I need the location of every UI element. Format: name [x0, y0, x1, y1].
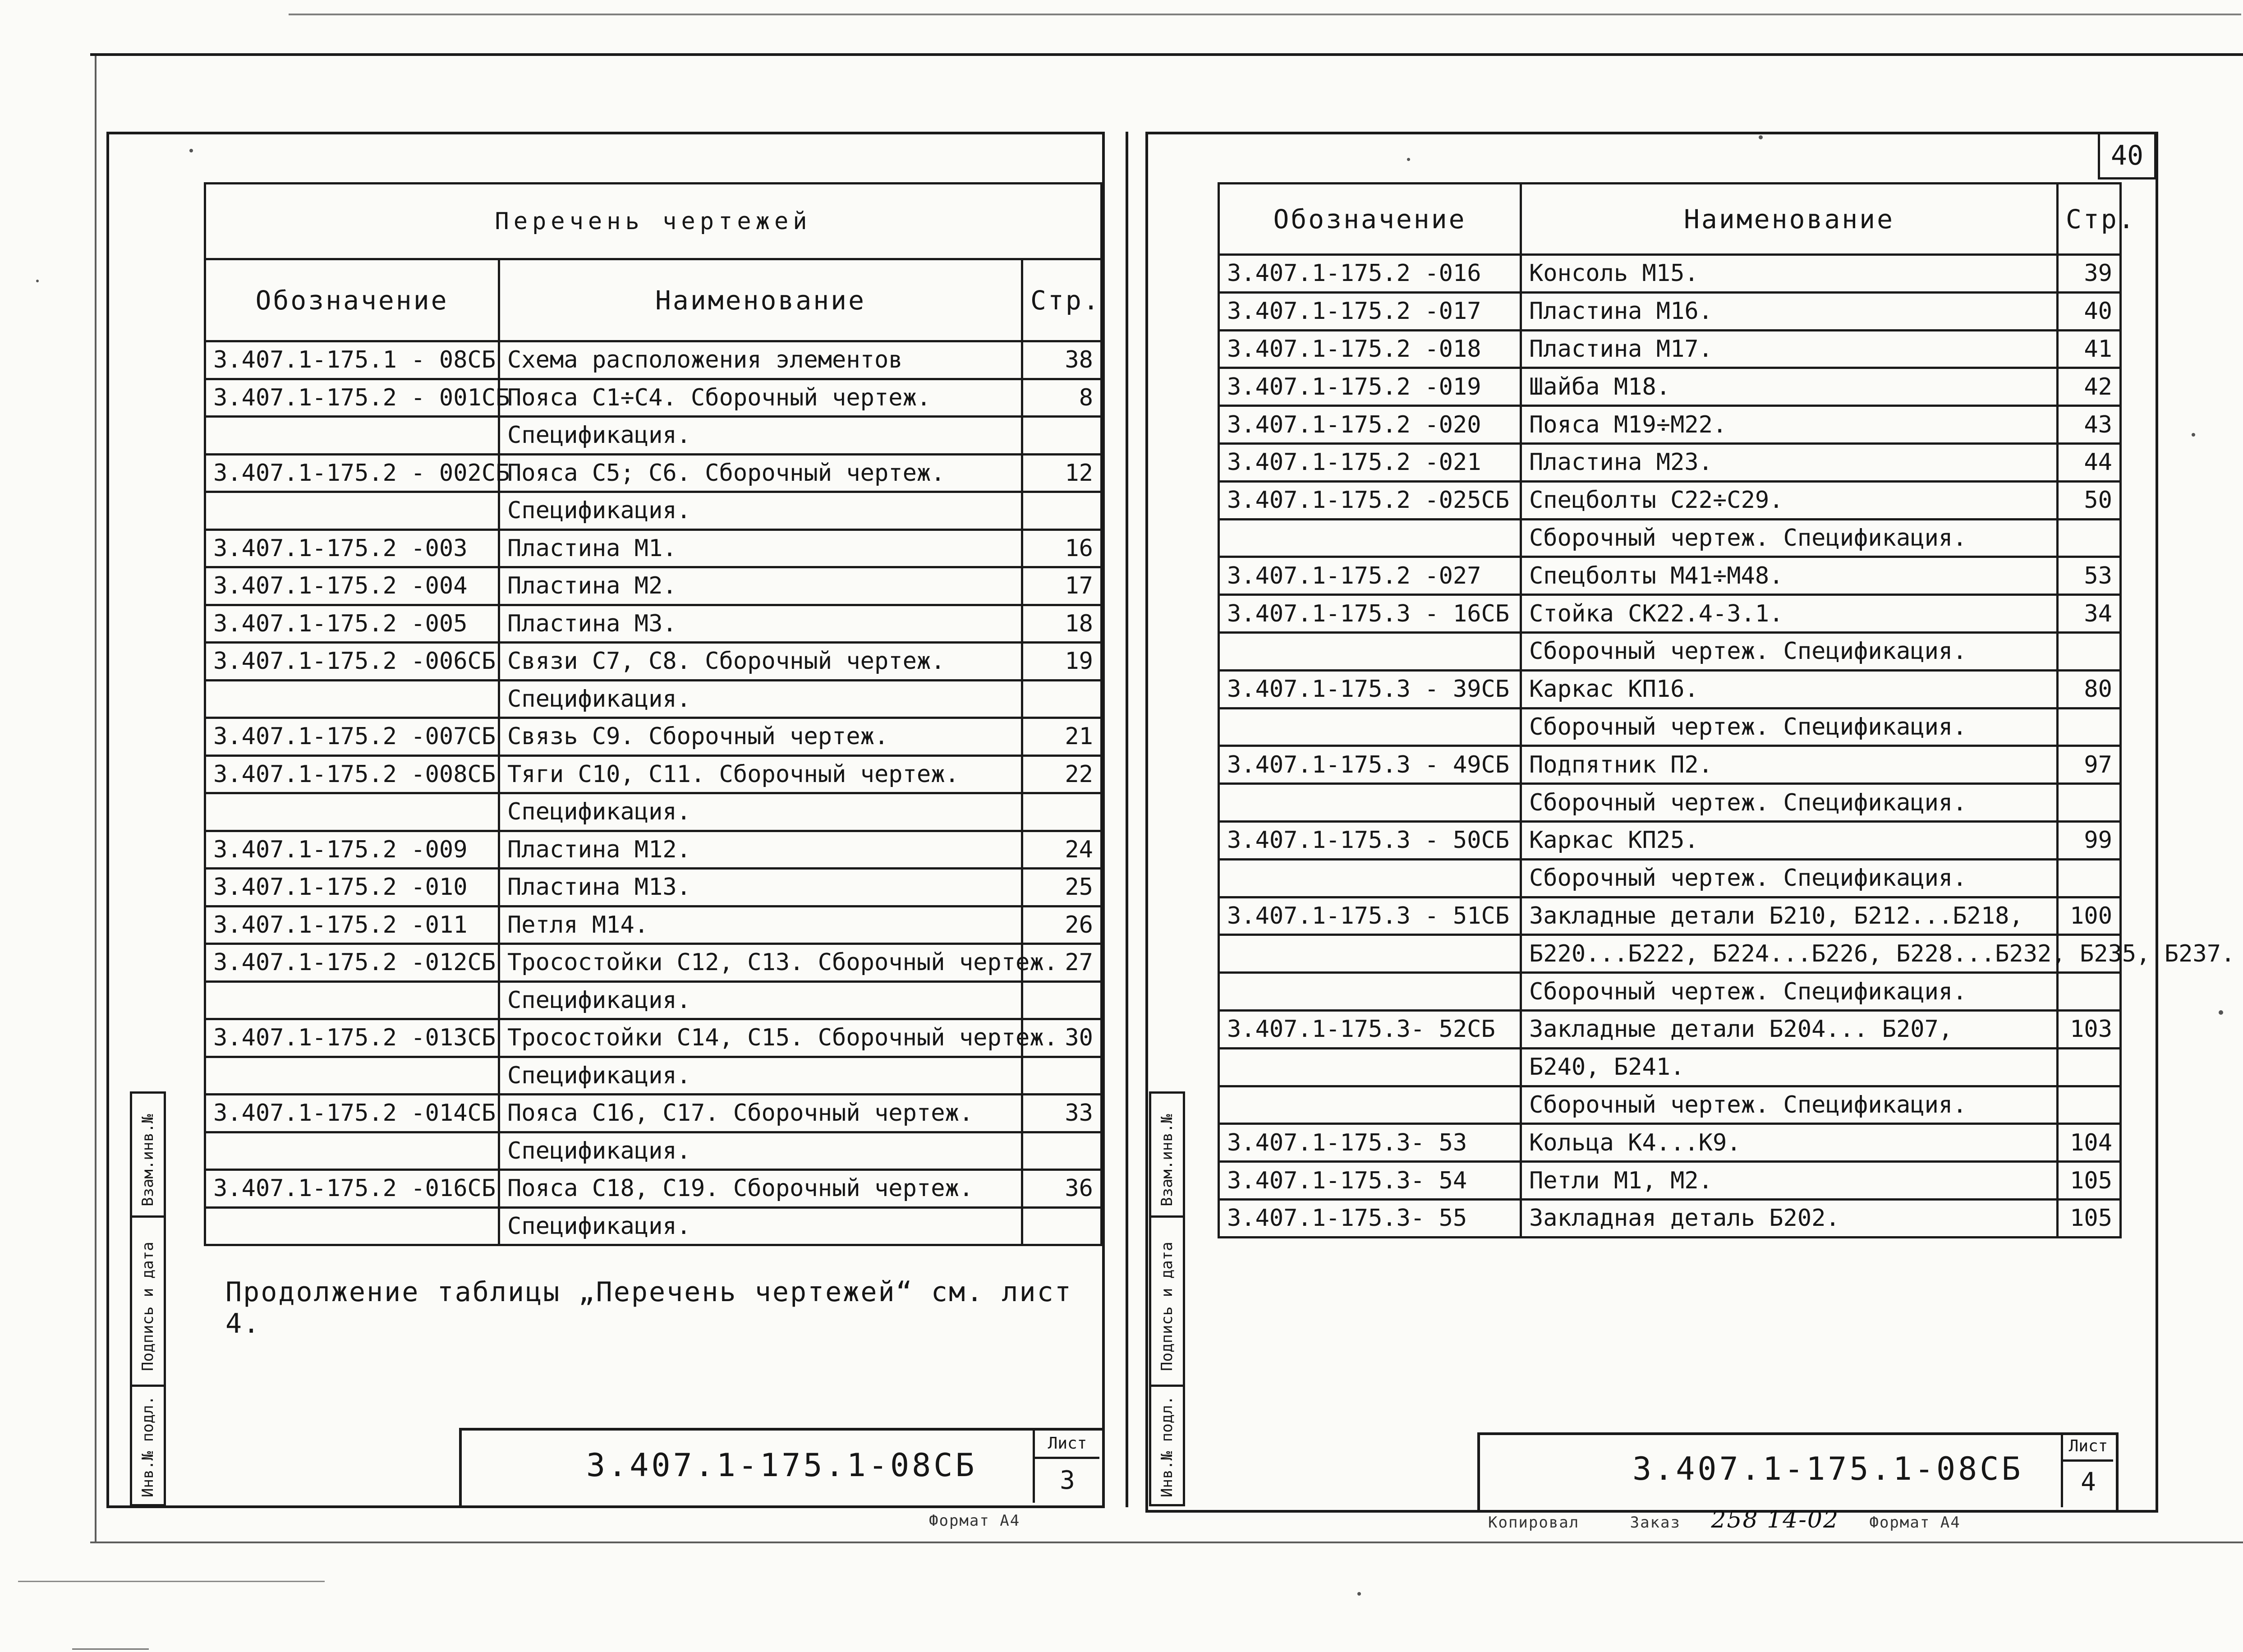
- cell-designation: 3.407.1-175.3 - 50СБ: [1219, 821, 1521, 859]
- right-side-strip: [1149, 1091, 1185, 1506]
- cell-designation: 3.407.1-175.2 -011: [205, 906, 499, 944]
- footer-copied: Копировал: [1488, 1514, 1580, 1532]
- cell-name: Спецификация.: [499, 492, 1022, 530]
- strip-label-inv-orig-r: Инв.№ подл.: [1158, 1395, 1176, 1497]
- cell-page: [2058, 519, 2121, 557]
- table-row: [205, 417, 1102, 455]
- title-block-left-divider: [1033, 1428, 1035, 1503]
- cell-designation: 3.407.1-175.2 -012СБ: [205, 944, 499, 982]
- cell-name: Пластина М3.: [499, 605, 1022, 643]
- cell-page: 33: [1022, 1095, 1102, 1132]
- table-row: [1219, 973, 2121, 1011]
- table-row: [1219, 1124, 2121, 1162]
- cell-page: 50: [2058, 481, 2121, 519]
- sheet-label-right: Лист: [2068, 1437, 2108, 1455]
- table-row: [205, 379, 1102, 417]
- left-margin-line: [95, 53, 97, 1542]
- cell-page: [2058, 1048, 2121, 1086]
- sheet-number-right: 4: [2081, 1468, 2096, 1497]
- cell-page: [2058, 632, 2121, 670]
- sheet-number-left: 3: [1060, 1466, 1075, 1495]
- cell-designation: 3.407.1-175.2 -005: [205, 605, 499, 643]
- scan-speck: [1759, 135, 1763, 139]
- table-row: [1219, 292, 2121, 330]
- cell-name: Сборочный чертеж. Спецификация.: [1521, 784, 2058, 822]
- cell-page: 36: [1022, 1170, 1102, 1208]
- cell-designation: 3.407.1-175.3- 53: [1219, 1124, 1521, 1162]
- cell-name: Пояса С16, С17. Сборочный чертеж.: [499, 1095, 1022, 1132]
- cell-page: [1022, 981, 1102, 1019]
- table-row: [205, 680, 1102, 718]
- scan-speck: [2219, 1010, 2223, 1015]
- cell-page: [1022, 417, 1102, 455]
- cell-designation: [1219, 632, 1521, 670]
- cell-page: 41: [2058, 330, 2121, 368]
- cell-designation: 3.407.1-175.3- 52СБ: [1219, 1010, 1521, 1048]
- table-row: [205, 831, 1102, 869]
- cell-page: [1022, 1207, 1102, 1245]
- cell-designation: 3.407.1-175.2 -027: [1219, 557, 1521, 595]
- cell-page: 34: [2058, 595, 2121, 633]
- cell-designation: 3.407.1-175.2 -016СБ: [205, 1170, 499, 1208]
- table-row: [205, 1057, 1102, 1095]
- cell-designation: 3.407.1-175.2 -025СБ: [1219, 481, 1521, 519]
- cell-name: Пояса С18, С19. Сборочный чертеж.: [499, 1170, 1022, 1208]
- cell-name: Спецболты С22÷С29.: [1521, 481, 2058, 519]
- table-row: [1219, 330, 2121, 368]
- cell-name: Пластина М17.: [1521, 330, 2058, 368]
- table-row: [1219, 255, 2121, 293]
- cell-name: Тяги С10, С11. Сборочный чертеж.: [499, 755, 1022, 793]
- footer-left-format: Формат А4: [929, 1512, 1020, 1530]
- table-row: [205, 1095, 1102, 1132]
- drawings-list-table-left: [204, 182, 1103, 1246]
- table-row: [1219, 670, 2121, 708]
- cell-name: Спецификация.: [499, 793, 1022, 831]
- cell-designation: 3.407.1-175.2 -004: [205, 567, 499, 605]
- cell-name: Спецификация.: [499, 1207, 1022, 1245]
- cell-designation: [205, 981, 499, 1019]
- cell-name: Сборочный чертеж. Спецификация.: [1521, 519, 2058, 557]
- cell-page: 42: [2058, 368, 2121, 406]
- cell-designation: [205, 1132, 499, 1170]
- sheet-label-left: Лист: [1048, 1434, 1087, 1453]
- table-row: [205, 454, 1102, 492]
- cell-designation: [1219, 1048, 1521, 1086]
- cell-page: [1022, 680, 1102, 718]
- cell-page: 103: [2058, 1010, 2121, 1048]
- table-row: [1219, 557, 2121, 595]
- table-row: [1219, 1199, 2121, 1237]
- cell-page: 22: [1022, 755, 1102, 793]
- cell-designation: [1219, 859, 1521, 897]
- cell-name: Каркас КП16.: [1521, 670, 2058, 708]
- table-row: [205, 793, 1102, 831]
- page-number: 40: [2098, 132, 2156, 179]
- table-row: [205, 1170, 1102, 1208]
- cell-designation: 3.407.1-175.3- 55: [1219, 1199, 1521, 1237]
- cell-designation: 3.407.1-175.2 -003: [205, 529, 499, 567]
- table-row: [205, 906, 1102, 944]
- cell-designation: 3.407.1-175.2 -019: [1219, 368, 1521, 406]
- cell-name: Б220...Б222, Б224...Б226, Б228...Б232, Б235, Б237.: [1521, 935, 2058, 973]
- footer-right: [1488, 1506, 1961, 1533]
- cell-designation: 3.407.1-175.2 -014СБ: [205, 1095, 499, 1132]
- cell-name: Спецификация.: [499, 1132, 1022, 1170]
- cell-name: Пластина М1.: [499, 529, 1022, 567]
- table-row: [205, 341, 1102, 379]
- cell-designation: [1219, 1086, 1521, 1124]
- cell-designation: 3.407.1-175.3 - 51СБ: [1219, 897, 1521, 935]
- table-row: [1219, 443, 2121, 481]
- cell-page: 97: [2058, 746, 2121, 784]
- cell-page: 8: [1022, 379, 1102, 417]
- table-row: [205, 869, 1102, 907]
- cell-designation: 3.407.1-175.3- 54: [1219, 1162, 1521, 1200]
- cell-page: 21: [1022, 718, 1102, 756]
- cell-name: Петля М14.: [499, 906, 1022, 944]
- cell-name: Закладная деталь Б202.: [1521, 1199, 2058, 1237]
- cell-designation: 3.407.1-175.2 - 002СБ: [205, 454, 499, 492]
- table-row: [205, 605, 1102, 643]
- cell-name: Пояса С1÷С4. Сборочный чертеж.: [499, 379, 1022, 417]
- table-row: [205, 567, 1102, 605]
- cell-name: Связь С9. Сборочный чертеж.: [499, 718, 1022, 756]
- cell-designation: [1219, 784, 1521, 822]
- table-row: [1219, 821, 2121, 859]
- cell-designation: 3.407.1-175.2 -020: [1219, 406, 1521, 444]
- table-row: [1219, 1162, 2121, 1200]
- bottom-rule-line: [90, 1542, 2243, 1543]
- top-edge-line: [289, 14, 2241, 15]
- cell-page: 30: [1022, 1019, 1102, 1057]
- cell-page: [2058, 708, 2121, 746]
- cell-designation: [1219, 973, 1521, 1011]
- cell-page: 17: [1022, 567, 1102, 605]
- cell-page: 43: [2058, 406, 2121, 444]
- cell-name: Пластина М23.: [1521, 443, 2058, 481]
- table-row: [1219, 746, 2121, 784]
- cell-designation: 3.407.1-175.1 - 08СБ: [205, 341, 499, 379]
- table-row: [1219, 708, 2121, 746]
- table-row: [1219, 519, 2121, 557]
- table-row: [1219, 784, 2121, 822]
- header-designation-r: Обозначение: [1219, 184, 1521, 255]
- cell-designation: [1219, 519, 1521, 557]
- cell-name: Тросостойки С12, С13. Сборочный чертеж.: [499, 944, 1022, 982]
- table-row: [1219, 595, 2121, 633]
- cell-designation: [205, 680, 499, 718]
- cell-name: Сборочный чертеж. Спецификация.: [1521, 1086, 2058, 1124]
- cell-designation: [205, 1057, 499, 1095]
- cell-page: 24: [1022, 831, 1102, 869]
- table-row: [1219, 1048, 2121, 1086]
- table-row: [1219, 935, 2121, 973]
- cell-designation: 3.407.1-175.2 -006СБ: [205, 643, 499, 681]
- drawings-list-table-right: [1218, 182, 2235, 1238]
- cell-designation: 3.407.1-175.2 - 001СБ: [205, 379, 499, 417]
- bottom-fold-line: [18, 1581, 325, 1582]
- strip-label-swap-inv: Взам.инв.№: [139, 1114, 157, 1206]
- cell-name: Кольца К4...К9.: [1521, 1124, 2058, 1162]
- cell-designation: 3.407.1-175.2 -009: [205, 831, 499, 869]
- cell-page: 105: [2058, 1199, 2121, 1237]
- cell-designation: 3.407.1-175.3 - 49СБ: [1219, 746, 1521, 784]
- table-row: [205, 643, 1102, 681]
- cell-page: 100: [2058, 897, 2121, 935]
- cell-page: 38: [1022, 341, 1102, 379]
- table-row: [1219, 368, 2121, 406]
- scan-speck: [189, 149, 193, 152]
- cell-page: 18: [1022, 605, 1102, 643]
- cell-page: 19: [1022, 643, 1102, 681]
- cell-name: Закладные детали Б204... Б207,: [1521, 1010, 2058, 1048]
- table-row: [1219, 481, 2121, 519]
- cell-name: Схема расположения элементов: [499, 341, 1022, 379]
- cell-name: Петли М1, М2.: [1521, 1162, 2058, 1200]
- cell-name: Пластина М16.: [1521, 292, 2058, 330]
- header-designation: Обозначение: [205, 259, 499, 341]
- cell-designation: [205, 793, 499, 831]
- left-side-strip: [130, 1091, 166, 1506]
- cell-designation: [1219, 935, 1521, 973]
- table-row: [1219, 406, 2121, 444]
- drawing-code-right: 3.407.1-175.1-08СБ: [1632, 1450, 2023, 1487]
- cell-name: Пластина М13.: [499, 869, 1022, 907]
- cell-name: Спецболты М41÷М48.: [1521, 557, 2058, 595]
- table-row: [1219, 859, 2121, 897]
- table-row: [205, 1019, 1102, 1057]
- cell-designation: 3.407.1-175.2 -016: [1219, 255, 1521, 293]
- cell-name: Сборочный чертеж. Спецификация.: [1521, 632, 2058, 670]
- cell-page: [2058, 859, 2121, 897]
- cell-designation: 3.407.1-175.2 -010: [205, 869, 499, 907]
- cell-page: 80: [2058, 670, 2121, 708]
- scan-speck: [2192, 433, 2195, 437]
- cell-page: 26: [1022, 906, 1102, 944]
- cell-name: Спецификация.: [499, 417, 1022, 455]
- cell-name: Спецификация.: [499, 1057, 1022, 1095]
- strip-label-sign-date: Подпись и дата: [139, 1242, 157, 1371]
- strip-label-swap-inv-r: Взам.инв.№: [1158, 1114, 1176, 1206]
- cell-page: [2058, 1086, 2121, 1124]
- table-row: [205, 492, 1102, 530]
- cell-designation: [205, 417, 499, 455]
- header-page: Стр.: [1022, 259, 1102, 341]
- cell-name: Сборочный чертеж. Спецификация.: [1521, 973, 2058, 1011]
- title-block-right-divider: [2061, 1432, 2063, 1507]
- title-block-right-hline: [2061, 1459, 2113, 1462]
- cell-designation: 3.407.1-175.2 -007СБ: [205, 718, 499, 756]
- cell-name: Шайба М18.: [1521, 368, 2058, 406]
- cell-name: Сборочный чертеж. Спецификация.: [1521, 708, 2058, 746]
- cell-page: [2058, 784, 2121, 822]
- footer-order: Заказ: [1630, 1514, 1681, 1532]
- cell-designation: 3.407.1-175.2 -013СБ: [205, 1019, 499, 1057]
- cell-page: 12: [1022, 454, 1102, 492]
- table-row: [205, 529, 1102, 567]
- cell-page: 105: [2058, 1162, 2121, 1200]
- cell-name: Спецификация.: [499, 981, 1022, 1019]
- cell-name: Каркас КП25.: [1521, 821, 2058, 859]
- cell-name: Спецификация.: [499, 680, 1022, 718]
- cell-name: Связи С7, С8. Сборочный чертеж.: [499, 643, 1022, 681]
- strip-label-inv-orig: Инв.№ подл.: [139, 1395, 157, 1497]
- cell-designation: [1219, 708, 1521, 746]
- table-row: [205, 718, 1102, 756]
- cell-page: 16: [1022, 529, 1102, 567]
- cell-page: [2058, 973, 2121, 1011]
- cell-name: Пояса М19÷М22.: [1521, 406, 2058, 444]
- table-row: [1219, 1010, 2121, 1048]
- header-name-r: Наименование: [1521, 184, 2058, 255]
- table-row: [205, 1132, 1102, 1170]
- footer-handwritten-order: 258 14-02: [1711, 1506, 1839, 1533]
- continuation-note: Продолжение таблицы „Перечень чертежей“ см. лист 4.: [225, 1276, 1072, 1339]
- table-row: [205, 981, 1102, 1019]
- cell-designation: 3.407.1-175.3 - 39СБ: [1219, 670, 1521, 708]
- cell-designation: 3.407.1-175.2 -017: [1219, 292, 1521, 330]
- footer-format: Формат А4: [1869, 1514, 1961, 1532]
- bottom-fold-line-2: [72, 1648, 149, 1650]
- cell-name: Подпятник П2.: [1521, 746, 2058, 784]
- cell-page: 27: [1022, 944, 1102, 982]
- scan-speck: [1407, 158, 1410, 161]
- cell-page: [1022, 1057, 1102, 1095]
- scan-speck: [1357, 1592, 1361, 1596]
- table-row: [205, 1207, 1102, 1245]
- header-name: Наименование: [499, 259, 1022, 341]
- cell-name: Сборочный чертеж. Спецификация.: [1521, 859, 2058, 897]
- cell-name: Б240, Б241.: [1521, 1048, 2058, 1086]
- table-row: [1219, 632, 2121, 670]
- cell-name: Пояса С5; С6. Сборочный чертеж.: [499, 454, 1022, 492]
- cell-designation: [205, 492, 499, 530]
- top-rule-line: [90, 53, 2243, 56]
- cell-designation: 3.407.1-175.2 -008СБ: [205, 755, 499, 793]
- cell-page: 25: [1022, 869, 1102, 907]
- header-page-r: Стр.: [2058, 184, 2121, 255]
- cell-page: [1022, 1132, 1102, 1170]
- cell-page: 40: [2058, 292, 2121, 330]
- scan-speck: [36, 280, 39, 282]
- title-block-left-hline: [1033, 1457, 1099, 1459]
- table-row: [1219, 897, 2121, 935]
- cell-page: 39: [2058, 255, 2121, 293]
- cell-name: Консоль М15.: [1521, 255, 2058, 293]
- cell-page: [1022, 793, 1102, 831]
- cell-designation: 3.407.1-175.3 - 16СБ: [1219, 595, 1521, 633]
- cell-name: Пластина М2.: [499, 567, 1022, 605]
- cell-page: 104: [2058, 1124, 2121, 1162]
- cell-designation: [205, 1207, 499, 1245]
- cell-page: 53: [2058, 557, 2121, 595]
- strip-label-sign-date-r: Подпись и дата: [1158, 1242, 1176, 1371]
- cell-page: [1022, 492, 1102, 530]
- cell-name: Тросостойки С14, С15. Сборочный чертеж.: [499, 1019, 1022, 1057]
- center-fold-line: [1126, 132, 1128, 1507]
- cell-designation: 3.407.1-175.2 -021: [1219, 443, 1521, 481]
- drawing-code-left: 3.407.1-175.1-08СБ: [586, 1447, 977, 1484]
- cell-page: 44: [2058, 443, 2121, 481]
- cell-name: Закладные детали Б210, Б212...Б218,: [1521, 897, 2058, 935]
- table-title: Перечень чертежей: [205, 184, 1102, 259]
- table-row: [205, 755, 1102, 793]
- cell-page: 99: [2058, 821, 2121, 859]
- cell-name: Пластина М12.: [499, 831, 1022, 869]
- cell-name: Стойка СК22.4-3.1.: [1521, 595, 2058, 633]
- table-row: [205, 944, 1102, 982]
- table-row: [1219, 1086, 2121, 1124]
- cell-designation: 3.407.1-175.2 -018: [1219, 330, 1521, 368]
